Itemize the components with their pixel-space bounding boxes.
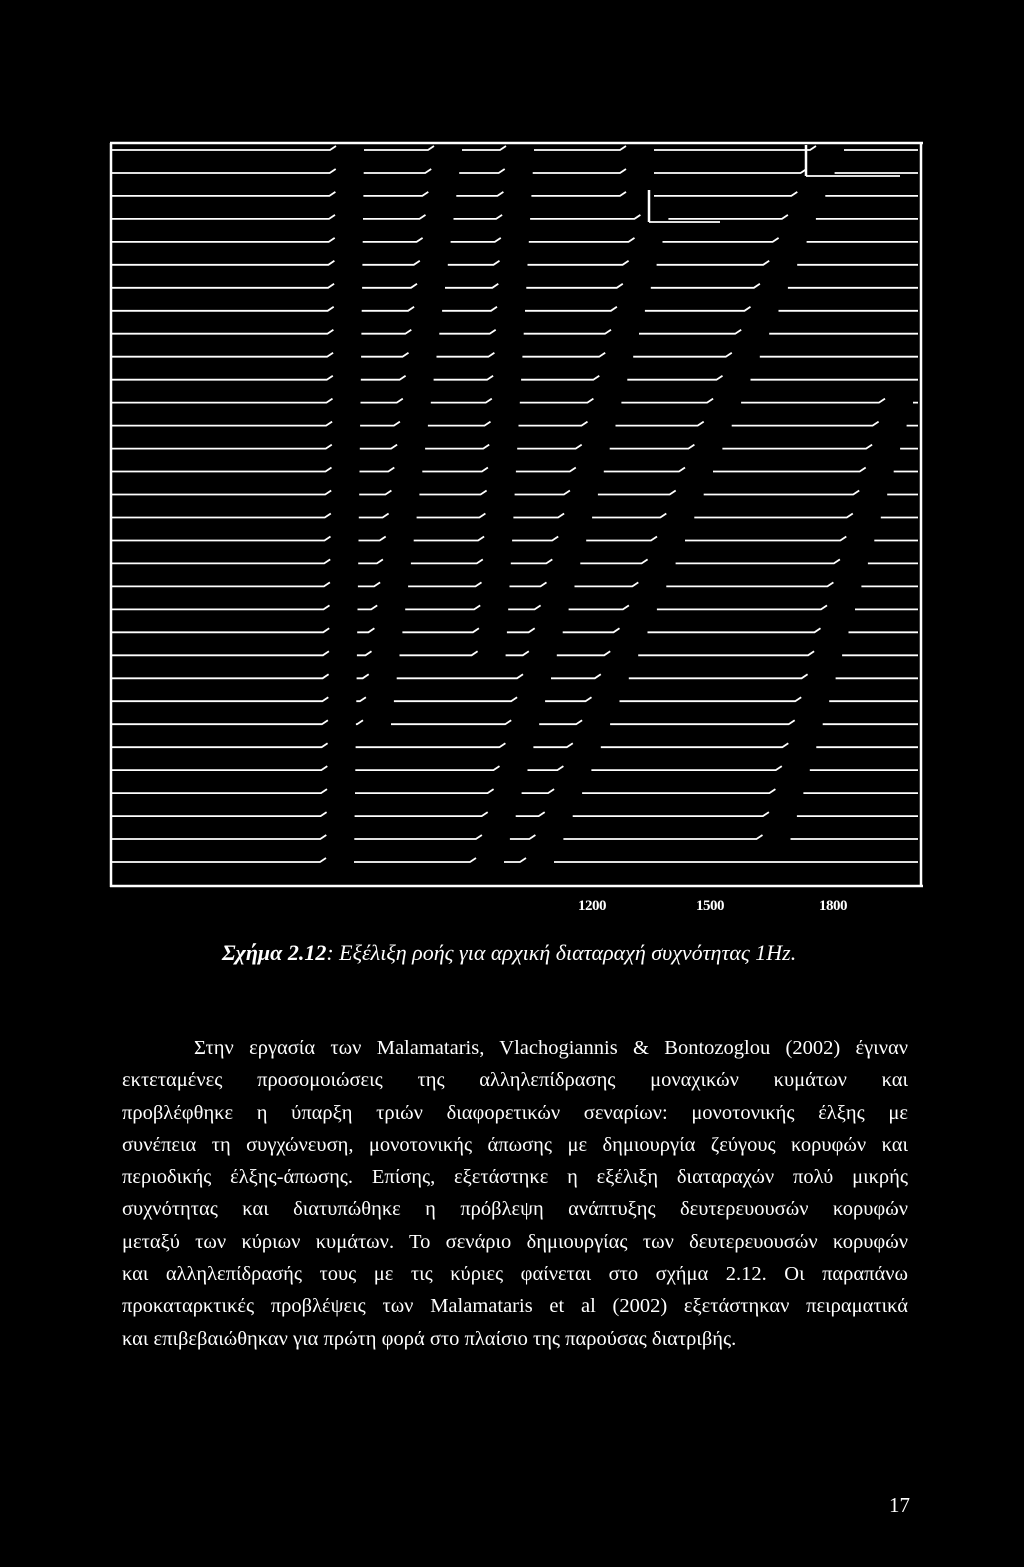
wave-trace [112, 238, 918, 242]
body-paragraph [122, 1032, 908, 1355]
wave-trace [112, 812, 918, 816]
wave-trace [112, 537, 918, 541]
wave-trace [112, 605, 918, 609]
paragraph-line: συχνότητας και διατυπώθηκε η πρόβλεψη ανάπτυξης δευτερευουσών κορυφών [122, 1198, 908, 1221]
paragraph-line: Στην εργασία των Malamataris, Vlachogiannis & Bontozoglou (2002) έγιναν [194, 1037, 908, 1059]
wave-trace [112, 422, 918, 426]
caption-text: : Εξέλιξη ροής για αρχική διαταραχή συχνότητας 1Hz. [326, 940, 797, 965]
paragraph-line: εκτεταμένες προσομοιώσεις της αλληλεπίδρασης μοναχικών κυμάτων και [122, 1069, 908, 1092]
x-tick-label: 1800 [819, 898, 847, 914]
wave-trace [112, 514, 918, 518]
wave-traces [112, 145, 918, 862]
wave-trace [112, 674, 918, 678]
paragraph-line: προβλέφθηκε η ύπαρξη τριών διαφορετικών σεναρίων: μονοτονικής έλξης με [122, 1101, 908, 1124]
wave-trace [112, 307, 918, 311]
wave-trace [112, 582, 918, 586]
paragraph-line: περιοδικής έλξης-άπωσης. Επίσης, εξετάστηκε η εξέλιξη διαταραχών πολύ μικρής [122, 1166, 908, 1189]
wave-trace [112, 330, 918, 334]
wave-trace [112, 468, 918, 472]
wave-trace [112, 215, 918, 219]
wave-trace [112, 628, 918, 632]
wave-trace [112, 376, 918, 380]
wave-trace [112, 146, 918, 150]
wave-trace [112, 399, 918, 403]
wave-trace [112, 491, 918, 495]
wave-trace [112, 169, 918, 173]
paragraph-line: συνέπεια τη συγχώνευση, μονοτονικής άπωσης με δημιουργία ζεύγους κορυφών και [122, 1133, 908, 1156]
wave-trace [112, 261, 918, 265]
wave-trace [112, 445, 918, 449]
figure-caption [222, 940, 796, 966]
wave-trace [112, 835, 918, 839]
wave-trace [112, 559, 918, 563]
wave-trace [112, 743, 918, 747]
paragraph-line: και αλληλεπίδρασής τους με τις κύριες φαίνεται στο σχήμα 2.12. Οι παραπάνω [122, 1263, 908, 1286]
paragraph-line: προκαταρκτικές προβλέψεις των Malamataris et al (2002) εξετάστηκαν πειραματικά [122, 1295, 908, 1318]
wave-trace [112, 789, 918, 793]
caption-label: Σχήμα 2.12 [222, 940, 327, 965]
wave-trace [112, 720, 918, 724]
wave-trace [112, 192, 918, 196]
wave-trace [112, 766, 918, 770]
paragraph-line: και επιβεβαιώθηκαν για πρώτη φορά στο πλαίσιο της παρούσας διατριβής. [122, 1327, 737, 1350]
wave-trace [112, 697, 918, 701]
wave-trace [112, 353, 918, 357]
wave-trace [112, 858, 918, 862]
page-number: 17 [889, 1493, 910, 1517]
paragraph-line: μεταξύ των κύριων κυμάτων. Το σενάριο δημιουργίας των δευτερευουσών κορυφών [122, 1230, 908, 1253]
figure-frame [110, 142, 923, 887]
wave-trace [112, 284, 918, 288]
wave-trace [112, 651, 918, 655]
x-tick-label: 1500 [696, 898, 724, 914]
x-tick-label: 1200 [578, 898, 606, 914]
